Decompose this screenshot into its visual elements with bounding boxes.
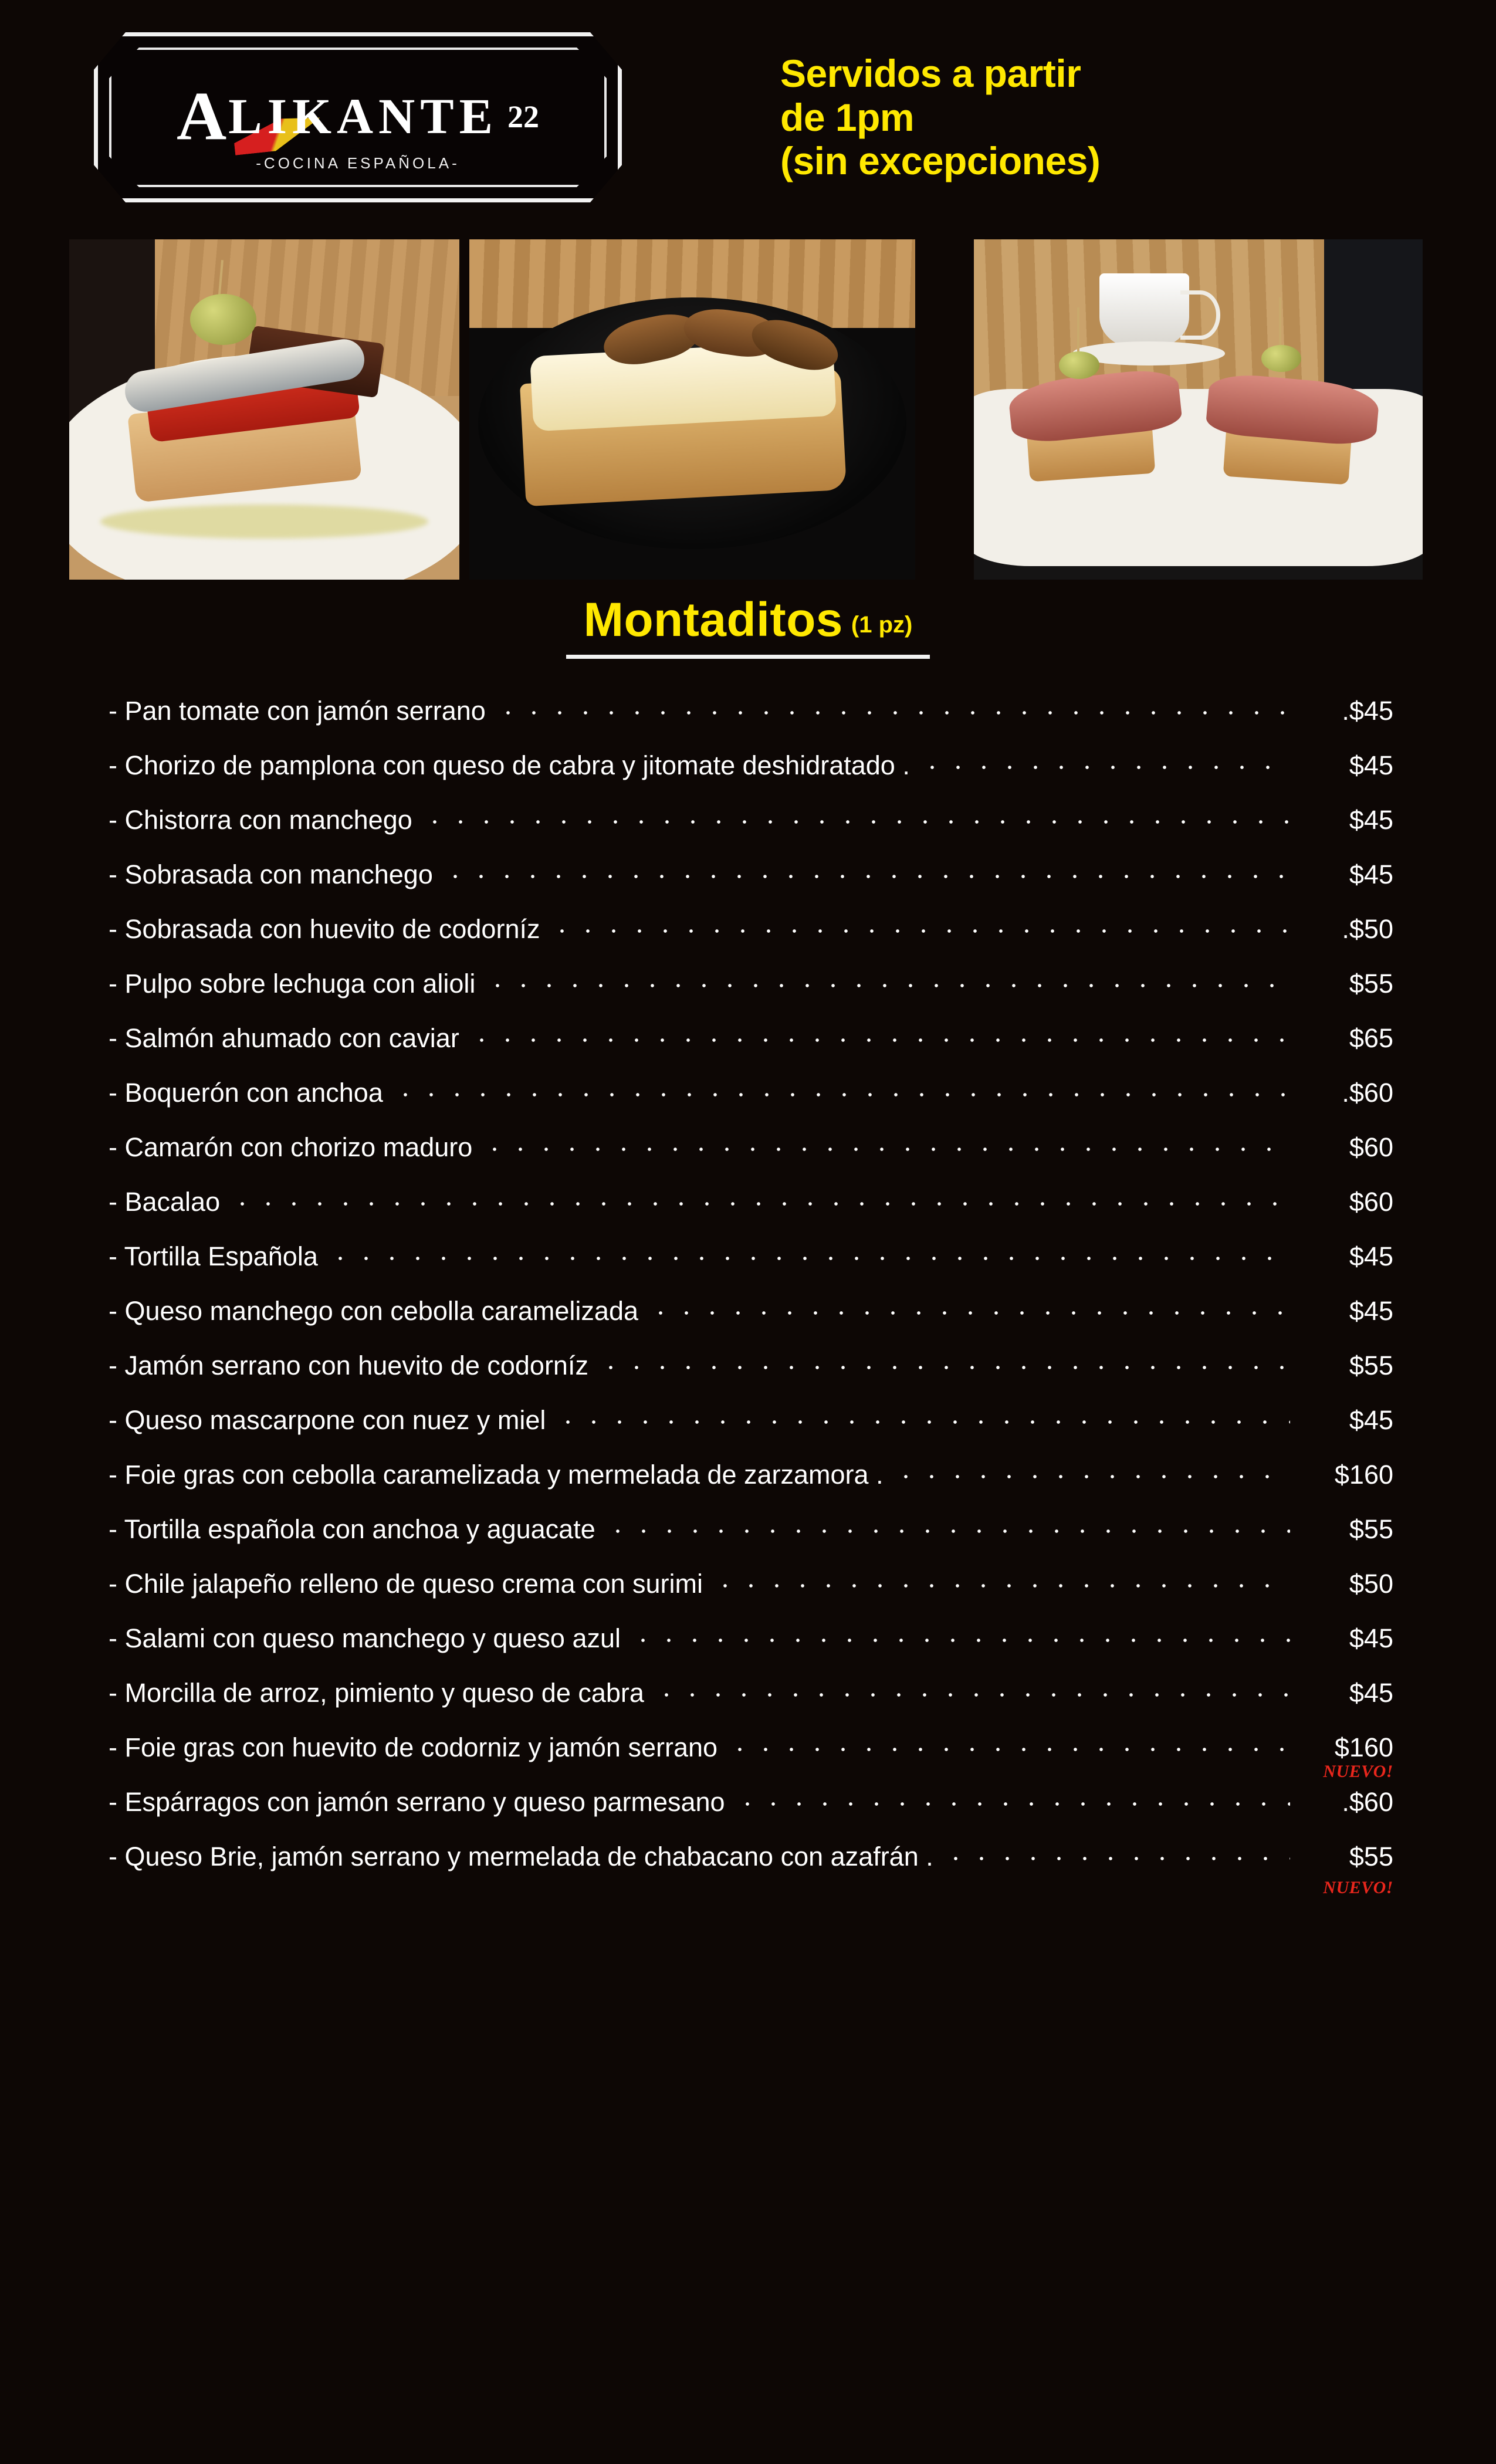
menu-item-price: $45 — [1349, 804, 1393, 835]
menu-item-price: $65 — [1349, 1023, 1393, 1053]
section-heading — [0, 593, 1496, 659]
menu-item-name: - Foie gras con cebolla caramelizada y mermelada de zarzamora . — [109, 1459, 884, 1490]
menu-item-price: .$60 — [1342, 1786, 1393, 1817]
dot-leader — [893, 1462, 1290, 1488]
menu-item-price: $60 — [1349, 1132, 1393, 1162]
dot-leader — [422, 807, 1290, 833]
menu-item-name: - Tortilla española con anchoa y aguacate — [109, 1514, 595, 1544]
logo-text — [94, 76, 622, 154]
menu-item-name: - Bacalao — [109, 1186, 221, 1217]
photo-strip — [0, 239, 1496, 588]
dot-leader — [727, 1735, 1290, 1761]
menu-item-row — [109, 1011, 1393, 1065]
photo-mascarpone-nuez-toast — [469, 239, 915, 580]
menu-item-name: - Boquerón con anchoa — [109, 1077, 383, 1108]
dot-leader — [555, 1407, 1290, 1433]
dot-leader — [943, 1844, 1290, 1870]
menu-item-price: $45 — [1349, 1241, 1393, 1271]
menu-item-row — [109, 1502, 1393, 1556]
dot-leader — [485, 971, 1290, 997]
menu-item-name: - Salmón ahumado con caviar — [109, 1023, 459, 1053]
logo-name-rest: LIKANTE — [228, 88, 498, 144]
menu-item-row — [109, 1762, 1393, 1829]
menu-item-price: $45 — [1349, 1295, 1393, 1326]
menu-item-price: $55 — [1349, 1514, 1393, 1544]
menu-item-name: - Tortilla Española — [109, 1241, 318, 1271]
dot-leader — [735, 1789, 1290, 1815]
logo-number: 22 — [507, 99, 539, 134]
dot-leader — [630, 1626, 1290, 1651]
menu-item-price: $45 — [1349, 1677, 1393, 1708]
menu-item-price: $55 — [1349, 968, 1393, 999]
menu-item-name: - Foie gras con huevito de codorniz y jamón serrano — [109, 1732, 718, 1762]
menu-item-name: - Chile jalapeño relleno de queso crema con surimi — [109, 1568, 703, 1599]
service-hours-line-3: (sin excepciones) — [780, 139, 1101, 183]
dot-leader — [654, 1680, 1290, 1706]
dot-leader — [327, 1244, 1290, 1270]
menu-header — [0, 0, 1496, 229]
menu-item-name: - Queso Brie, jamón serrano y mermelada de chabacano con azafrán . — [109, 1841, 933, 1871]
photo-jamon-serrano-pintxos — [974, 239, 1423, 580]
menu-items-list — [109, 683, 1393, 1897]
menu-item-name: - Camarón con chorizo maduro — [109, 1132, 473, 1162]
logo-wordmark — [177, 76, 498, 154]
dot-leader — [392, 1080, 1290, 1106]
menu-item-row — [109, 1175, 1393, 1229]
menu-item-row — [109, 1120, 1393, 1175]
dot-leader — [229, 1189, 1290, 1215]
menu-item-price: .$60 — [1342, 1077, 1393, 1108]
menu-item-price: $55 — [1349, 1350, 1393, 1380]
menu-item-name: - Queso mascarpone con nuez y miel — [109, 1404, 546, 1435]
menu-item-row — [109, 902, 1393, 956]
service-hours-line-1: Servidos a partir — [780, 52, 1081, 95]
menu-item-row — [109, 1829, 1393, 1897]
menu-item-name: - Salami con queso manchego y queso azul — [109, 1623, 621, 1653]
service-hours-line-2: de 1pm — [780, 95, 915, 139]
menu-item-price: $45 — [1349, 750, 1393, 780]
dot-leader — [605, 1517, 1290, 1542]
menu-item-row — [109, 956, 1393, 1011]
menu-item-price: $45 — [1349, 1623, 1393, 1653]
new-item-badge: NUEVO! — [1323, 1762, 1393, 1781]
photo-anchoa-olive-pintxo — [69, 239, 459, 580]
menu-item-row — [109, 1229, 1393, 1284]
menu-item-row — [109, 1556, 1393, 1611]
menu-item-name: - Espárragos con jamón serrano y queso parmesano — [109, 1786, 725, 1817]
menu-item-name: - Chistorra con manchego — [109, 804, 412, 835]
logo-subtitle: -COCINA ESPAÑOLA- — [256, 154, 460, 172]
dot-leader — [495, 698, 1290, 724]
dot-leader — [482, 1135, 1290, 1160]
menu-item-price: $45 — [1349, 859, 1393, 889]
menu-item-price: .$50 — [1342, 913, 1393, 944]
dot-leader — [919, 753, 1290, 779]
menu-item-price: $45 — [1349, 1404, 1393, 1435]
menu-item-name: - Sobrasada con manchego — [109, 859, 433, 889]
section-title: Montaditos — [583, 593, 843, 647]
menu-item-name: - Queso manchego con cebolla caramelizada — [109, 1295, 639, 1326]
menu-item-row — [109, 1393, 1393, 1447]
menu-item-name: - Jamón serrano con huevito de codorníz — [109, 1350, 588, 1380]
menu-item-name: - Morcilla de arroz, pimiento y queso de cabra — [109, 1677, 644, 1708]
menu-item-name: - Pan tomate con jamón serrano — [109, 695, 486, 726]
menu-item-price: $60 — [1349, 1186, 1393, 1217]
menu-item-price: $160 — [1334, 1732, 1393, 1762]
menu-item-price: $55 — [1349, 1841, 1393, 1871]
dot-leader — [712, 1571, 1290, 1597]
service-hours-note — [780, 52, 1338, 183]
dot-leader — [549, 916, 1290, 942]
menu-item-price: $50 — [1349, 1568, 1393, 1599]
menu-item-row — [109, 683, 1393, 738]
menu-item-row — [109, 1611, 1393, 1666]
restaurant-logo — [94, 32, 622, 202]
menu-item-price: $160 — [1334, 1459, 1393, 1490]
dot-leader — [442, 862, 1290, 888]
menu-item-row — [109, 847, 1393, 902]
menu-item-row — [109, 1065, 1393, 1120]
menu-item-row — [109, 1338, 1393, 1393]
menu-item-row — [109, 1720, 1393, 1775]
dot-leader — [469, 1025, 1290, 1051]
menu-item-row — [109, 793, 1393, 847]
menu-item-name: - Sobrasada con huevito de codorníz — [109, 913, 540, 944]
menu-item-row — [109, 1447, 1393, 1502]
dot-leader — [598, 1353, 1290, 1379]
new-item-badge: NUEVO! — [1323, 1878, 1393, 1897]
menu-item-row — [109, 1666, 1393, 1720]
menu-item-name: - Chorizo de pamplona con queso de cabra y jitomate deshidratado . — [109, 750, 910, 780]
menu-item-name: - Pulpo sobre lechuga con alioli — [109, 968, 476, 999]
menu-item-row — [109, 1284, 1393, 1338]
dot-leader — [648, 1298, 1290, 1324]
logo-letter-a: A — [177, 77, 232, 154]
menu-item-row — [109, 738, 1393, 793]
section-title-quantity: (1 pz) — [851, 612, 913, 638]
menu-item-price: .$45 — [1342, 695, 1393, 726]
